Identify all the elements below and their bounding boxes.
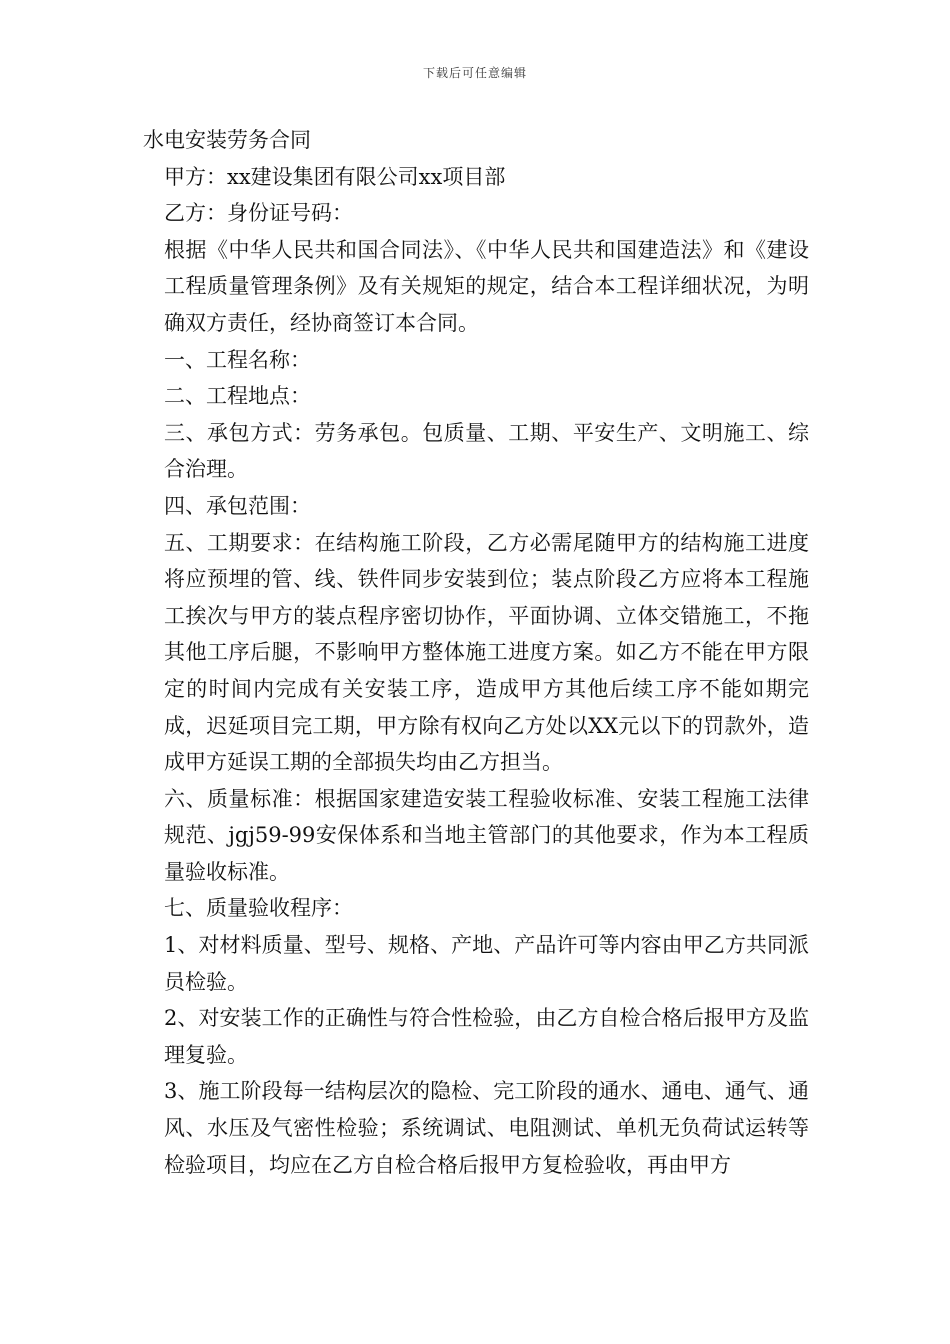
document-body bbox=[143, 122, 809, 1183]
preamble-paragraph: 根据《中华人民共和国合同法》、《中华人民共和国建造法》和《建设工程质量管理条例》及有关规矩的规定，结合本工程详细状况，为明确双方责任，经协商签订本合同。 bbox=[164, 237, 809, 335]
procedure-item-2: 2、对安装工作的正确性与符合性检验，由乙方自检合格后报甲方及监理复验。 bbox=[164, 1006, 809, 1067]
clause-project-name: 一、工程名称： bbox=[164, 347, 311, 372]
party-a-line: 甲方：xx建设集团有限公司xx项目部 bbox=[164, 164, 506, 189]
party-b-line: 乙方：身份证号码： bbox=[164, 201, 353, 226]
clause-project-location: 二、工程地点： bbox=[164, 384, 311, 409]
page-header-note: 下载后可任意编辑 bbox=[422, 66, 527, 80]
clause-contract-method: 三、承包方式：劳务承包。包质量、工期、平安生产、文明施工、综合治理。 bbox=[164, 420, 809, 482]
clause-contract-scope: 四、承包范围： bbox=[164, 493, 311, 518]
procedure-item-3: 3、施工阶段每一结构层次的隐检、完工阶段的通水、通电、通气、通风、水压及气密性检验；系统调试、电阻测试、单机无负荷试运转等检验项目，均应在乙方自检合格后报甲方复检验收，再由甲方 bbox=[164, 1079, 809, 1177]
clause-quality-standard: 六、质量标准：根据国家建造安装工程验收标准、安装工程施工法律规范、jgj59-99安保体系和当地主管部门的其他要求，作为本工程质量验收标准。 bbox=[164, 786, 809, 884]
procedure-item-1: 1、对材料质量、型号、规格、产地、产品许可等内容由甲乙方共同派员检验。 bbox=[164, 933, 809, 994]
clause-schedule-requirements: 五、工期要求：在结构施工阶段，乙方必需尾随甲方的结构施工进度将应预埋的管、线、铁件同步安装到位；装点阶段乙方应将本工程施工挨次与甲方的装点程序密切协作，平面协调、立体交错施工，不拖其他工序后腿，不影响甲方整体施工进度方案。如乙方不能在甲方限定的时间内完成有关安装工序，造成甲方其他后续工序不能如期完成，迟延项目完工期，甲方除有权向乙方处以XX元以下的罚款外，造成甲方延误工期的全部损失均由乙方担当。 bbox=[164, 530, 809, 775]
clause-acceptance-procedure: 七、质量验收程序： bbox=[164, 896, 353, 921]
document-title: 水电安装劳务合同 bbox=[143, 128, 311, 152]
